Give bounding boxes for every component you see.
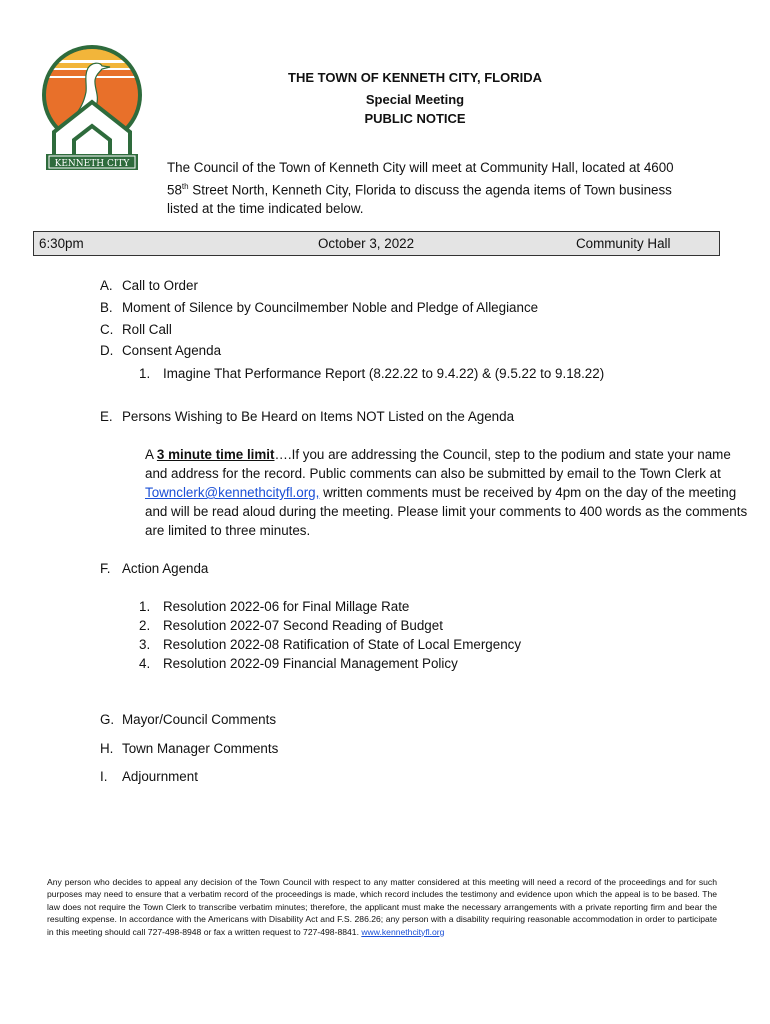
agenda-item-f bbox=[100, 559, 700, 578]
website-link[interactable]: www.kennethcityfl.org bbox=[361, 926, 445, 937]
agenda-item-b bbox=[100, 298, 700, 317]
town-clerk-email-link[interactable]: Townclerk@kennethcityfl.org, bbox=[145, 485, 320, 500]
subitem-text: Resolution 2022-08 Ratification of State of Local Emergency bbox=[163, 637, 522, 652]
subitem-number: 4. bbox=[139, 656, 151, 671]
agenda-letter: I. bbox=[100, 769, 108, 784]
comment-text-1: ….If you are addressing the Council, step to the podium and state your name and address for the record. Public comments can also be submitted by email to the Town Clerk at bbox=[145, 447, 731, 481]
agenda-letter: G. bbox=[100, 712, 115, 727]
action-subitem-4 bbox=[139, 654, 739, 673]
agenda-item-a bbox=[100, 276, 700, 295]
consent-subitem bbox=[139, 364, 739, 383]
meeting-type: Special Meeting bbox=[365, 92, 465, 107]
agenda-item-text: Call to Order bbox=[122, 278, 198, 293]
agenda-item-i bbox=[100, 767, 700, 786]
heron-seal-icon bbox=[40, 40, 145, 180]
action-subitem-2 bbox=[139, 616, 739, 635]
subitem-text: Resolution 2022-09 Financial Management Policy bbox=[163, 656, 458, 671]
agenda-letter: C. bbox=[100, 322, 114, 337]
agenda-letter: H. bbox=[100, 741, 114, 756]
agenda-item-c bbox=[100, 320, 700, 339]
agenda-item-text: Town Manager Comments bbox=[122, 741, 279, 756]
comment-prefix: A bbox=[145, 447, 157, 462]
agenda-item-g bbox=[100, 710, 700, 729]
meeting-location: Community Hall bbox=[576, 236, 671, 251]
footer-text: Any person who decides to appeal any decision of the Town Council with respect to any matter considered at this meeting will need a record of the proceedings and for such purposes may need to ensure that a verbatim record of the proceedings is made, which record includes the testimony and evidence upon which the appeal is to be based. The law does not require the Town Clerk to transcribe verbatim minutes; therefore, the applicant must make the necessary arrangements with a private reporting firm and bear the resulting expense. In accordance with the Americans with Disability Act and F.S. 286.26; any person with a disability requiring reasonable accommodation in order to participate in this meeting should call 727-498-8948 or fax a written request to 727-498-8841. bbox=[47, 877, 717, 937]
agenda-item-text: Consent Agenda bbox=[122, 343, 222, 358]
subitem-number: 1. bbox=[139, 599, 151, 614]
ada-appeal-footer bbox=[47, 876, 717, 938]
public-notice-heading: PUBLIC NOTICE bbox=[364, 111, 466, 126]
agenda-item-text: Action Agenda bbox=[122, 561, 209, 576]
meeting-date: October 3, 2022 bbox=[318, 236, 415, 251]
intro-text-start: The Council of the Town of Kenneth City will meet at Community Hall, located at 4600 58 bbox=[167, 160, 674, 198]
agenda-item-text: Persons Wishing to Be Heard on Items NOT Listed on the Agenda bbox=[122, 409, 515, 424]
subitem-number: 3. bbox=[139, 637, 151, 652]
document-title: THE TOWN OF KENNETH CITY, FLORIDA bbox=[288, 70, 542, 85]
subitem-text: Imagine That Performance Report (8.22.22 to 9.4.22) & (9.5.22 to 9.18.22) bbox=[163, 366, 605, 381]
agenda-letter: D. bbox=[100, 343, 114, 358]
time-limit-emphasis: 3 minute time limit bbox=[156, 447, 275, 462]
logo-text: KENNETH CITY bbox=[54, 159, 130, 169]
intro-superscript: th bbox=[181, 182, 189, 191]
subitem-text: Resolution 2022-07 Second Reading of Budget bbox=[163, 618, 443, 633]
agenda-item-e bbox=[100, 407, 700, 426]
agenda-item-text: Adjournment bbox=[122, 769, 198, 784]
agenda-item-text: Roll Call bbox=[122, 322, 172, 337]
subitem-text: Resolution 2022-06 for Final Millage Rate bbox=[163, 599, 410, 614]
action-subitem-3 bbox=[139, 635, 739, 654]
comment-text-2: written comments must be received by 4pm on the day of the meeting and will be read aloud during the meeting. Please limit your comments to 400 words as the comments are limited to three minutes. bbox=[145, 485, 748, 538]
agenda-item-text: Mayor/Council Comments bbox=[122, 712, 277, 727]
agenda-item-text: Moment of Silence by Councilmember Noble and Pledge of Allegiance bbox=[122, 300, 539, 315]
agenda-letter: E. bbox=[100, 409, 113, 424]
kenneth-city-logo bbox=[40, 40, 145, 180]
agenda-letter: F. bbox=[100, 561, 111, 576]
subitem-number: 1. bbox=[139, 366, 151, 381]
intro-paragraph bbox=[167, 158, 687, 218]
agenda-letter: A. bbox=[100, 278, 113, 293]
agenda-item-h bbox=[100, 739, 700, 758]
action-subitem-1 bbox=[139, 597, 739, 616]
meeting-info-bar bbox=[33, 231, 720, 256]
meeting-time: 6:30pm bbox=[39, 236, 84, 251]
subitem-number: 2. bbox=[139, 618, 151, 633]
intro-text-end: Street North, Kenneth City, Florida to discuss the agenda items of Town business listed at the time indicated below. bbox=[167, 182, 672, 217]
public-comment-paragraph bbox=[145, 445, 750, 540]
agenda-item-d bbox=[100, 341, 700, 360]
agenda-letter: B. bbox=[100, 300, 113, 315]
